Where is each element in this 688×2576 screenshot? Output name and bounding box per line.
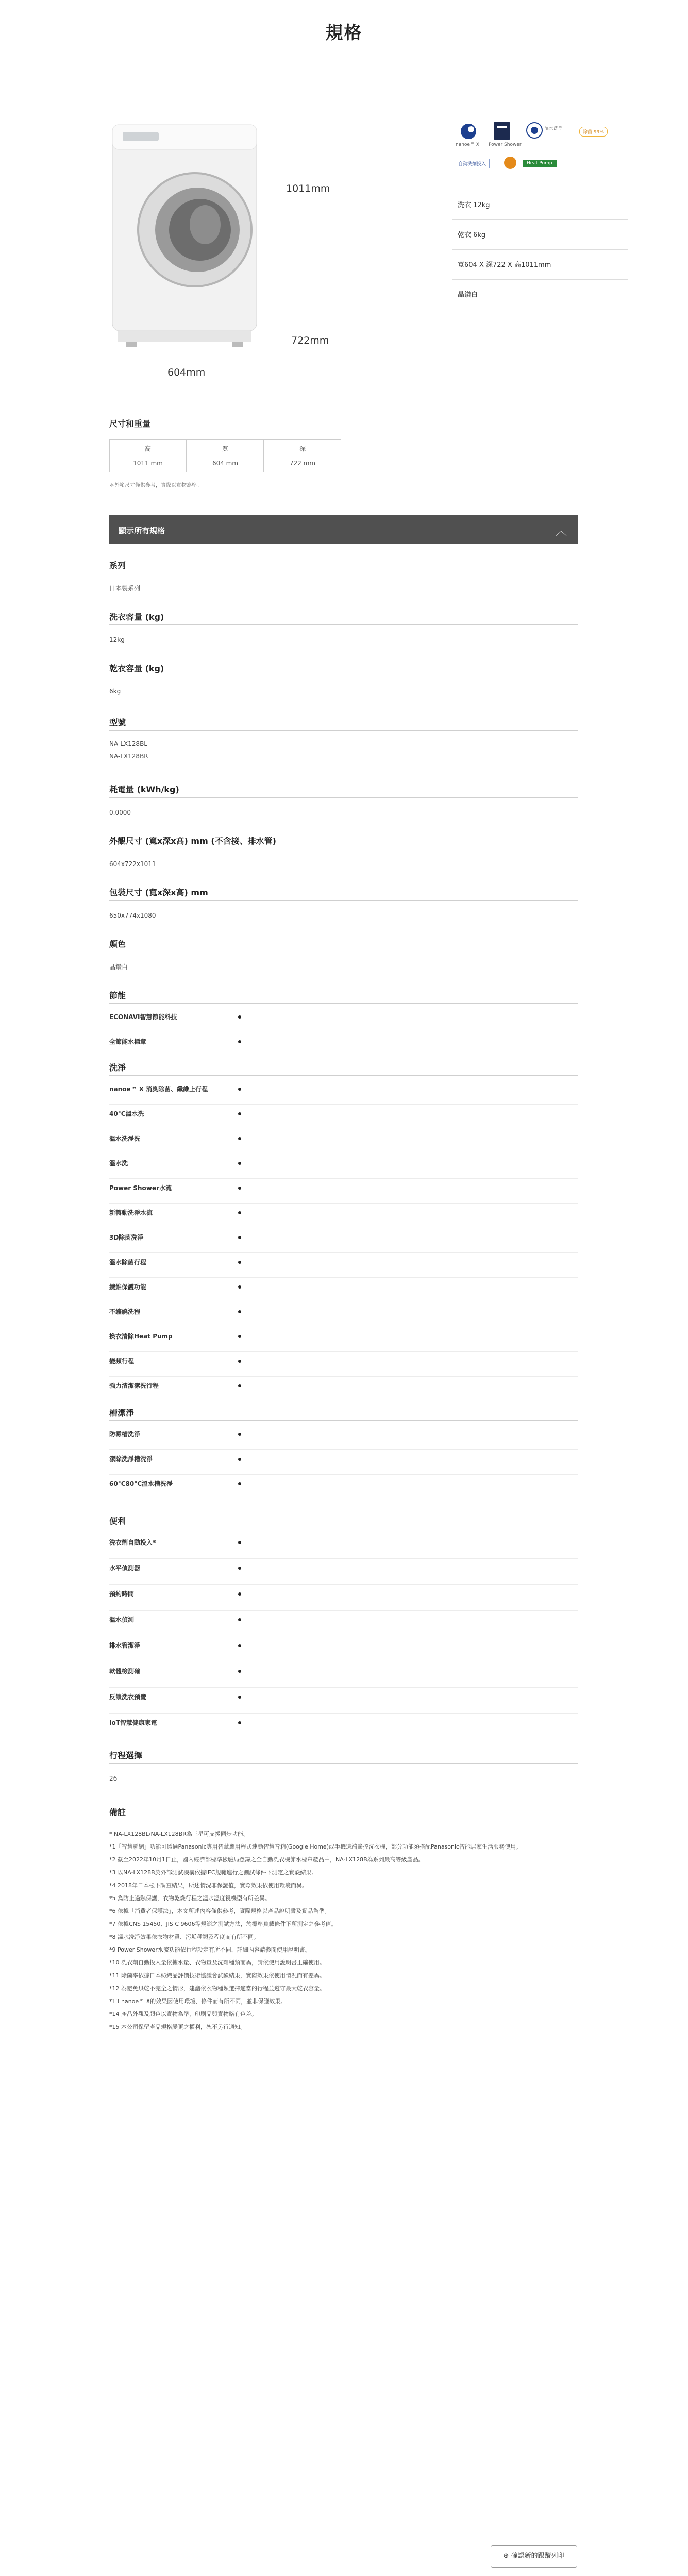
divider <box>109 1075 578 1076</box>
feature-available-dot <box>238 1670 241 1673</box>
feature-available-dot <box>238 1285 241 1289</box>
program-heading: 行程選擇 <box>109 1751 143 1760</box>
note-line: *9 Power Shower水流功能依行程設定有所不同，詳細內容請參閱使用說明書。 <box>109 1946 311 1953</box>
series-heading: 系列 <box>109 561 126 570</box>
note-line: *10 洗衣劑自動投入量依據水量、衣物量及洗劑種類而異，請依使用說明書正確使用。 <box>109 1959 325 1966</box>
row-divider <box>109 1558 578 1559</box>
feature-label: 洗衣劑自動投入* <box>109 1539 156 1546</box>
size-depth-value: 722 mm <box>264 456 341 472</box>
feature-available-dot <box>238 1592 241 1596</box>
note-line: *1「智慧聯網」功能可透過Panasonic專用智慧應用程式連動智慧音箱(Google Home)或手機遠端遙控洗衣機，部分功能須搭配Panasonic智能居家生活服務使用。 <box>109 1843 522 1850</box>
size-height-cell <box>109 439 187 472</box>
pack-size-value: 650x774x1080 <box>109 912 156 919</box>
spec-dimensions: 寬604 X 深722 X 高1011mm <box>452 249 628 279</box>
badge-1-label: nanoe™ X <box>456 142 479 147</box>
model-value-1: NA-LX128BL <box>109 740 147 748</box>
feature-label: 新轉動洗淨水流 <box>109 1209 153 1216</box>
pack-size-heading: 包裝尺寸 (寬x深x高) mm <box>109 888 208 897</box>
row-divider <box>109 1474 578 1475</box>
feature-label: 反饋洗衣預覽 <box>109 1693 147 1701</box>
row-divider <box>109 1277 578 1278</box>
notes-text <box>109 1829 568 2035</box>
feature-available-dot <box>238 1310 241 1313</box>
feature-available-dot <box>238 1696 241 1699</box>
washer-image <box>107 122 262 348</box>
feature-available-dot <box>238 1567 241 1570</box>
feature-label: 3D除菌洗淨 <box>109 1234 144 1241</box>
feature-available-dot <box>238 1541 241 1544</box>
powershower-icon <box>493 121 511 141</box>
chevron-up-icon: ︿ <box>555 525 567 538</box>
feature-label: 換衣清除Heat Pump <box>109 1333 173 1340</box>
color-heading: 顏色 <box>109 939 126 949</box>
note-line: *7 依據CNS 15450、JIS C 9606等規範之測試方法，於標準負載條件下所測定之參考值。 <box>109 1921 337 1927</box>
feature-label: 溫水洗 <box>109 1160 128 1167</box>
outer-size-heading: 外觀尺寸 (寬x深x高) mm (不含接、排水管) <box>109 836 276 846</box>
feature-label: 變頻行程 <box>109 1358 135 1365</box>
row-divider <box>109 1610 578 1611</box>
feature-available-dot <box>238 1040 241 1043</box>
feature-badges <box>452 117 628 190</box>
eco-heading: 節能 <box>109 991 126 1001</box>
row-divider <box>109 1104 578 1105</box>
note-line: *3 以NA-LX128B於外部測試機構依據IEC規範進行之測試條件下測定之實驗結果。 <box>109 1869 317 1876</box>
series-value: 日本製系列 <box>109 585 141 592</box>
program-value: 26 <box>109 1775 118 1782</box>
feature-available-dot <box>238 1482 241 1485</box>
hero-spec-panel <box>452 117 628 309</box>
wash-features-heading: 洗淨 <box>109 1063 126 1073</box>
spec-wash-capacity: 洗衣 12kg <box>452 190 628 219</box>
row-divider <box>109 1376 578 1377</box>
feature-available-dot <box>238 1721 241 1724</box>
feature-label: 不纏繞洗程 <box>109 1308 141 1315</box>
row-divider <box>109 1687 578 1688</box>
feature-available-dot <box>238 1211 241 1214</box>
feature-available-dot <box>238 1261 241 1264</box>
spec-dry-capacity: 乾衣 6kg <box>452 219 628 249</box>
feature-label: 60°C80°C溫水槽洗淨 <box>109 1480 173 1487</box>
feature-label: 溫水洗淨洗 <box>109 1135 141 1142</box>
outer-size-value: 604x722x1011 <box>109 860 156 868</box>
note-line: *4 2018年日本松下調查結果，所述情況非保證值，實際效果依使用環境而異。 <box>109 1882 308 1889</box>
size-weight-section <box>109 417 573 488</box>
divider <box>109 1003 578 1004</box>
feature-available-dot <box>238 1088 241 1091</box>
divider <box>109 797 578 798</box>
row-divider <box>109 1713 578 1714</box>
size-table <box>109 439 573 472</box>
feature-label: IoT智慧健康家電 <box>109 1719 157 1726</box>
size-height-value: 1011 mm <box>110 456 186 472</box>
feature-label: 軟體檢測確 <box>109 1668 141 1675</box>
power-heading: 耗電量 (kWh/kg) <box>109 785 179 794</box>
wash-capacity-value: 12kg <box>109 636 125 643</box>
page-title: 規格 <box>325 23 363 43</box>
feature-available-dot <box>238 1112 241 1115</box>
product-hero <box>103 113 371 402</box>
feature-available-dot <box>238 1015 241 1019</box>
note-line: *13 nanoe™ X的效果因使用環境、條件而有所不同，並非保證效果。 <box>109 1998 287 2005</box>
feature-label: 潔除洗淨槽洗淨 <box>109 1455 153 1463</box>
size-height-header: 高 <box>144 445 151 452</box>
feature-label: ECONAVI智慧節能科技 <box>109 1013 177 1021</box>
heatpump-icon <box>503 156 517 170</box>
divider <box>109 900 578 901</box>
feature-label: 溫水偵測 <box>109 1616 135 1623</box>
size-width-header: 寬 <box>222 445 228 452</box>
tub-clean-heading: 槽潔淨 <box>109 1408 135 1418</box>
size-width-cell <box>187 439 264 472</box>
feature-available-dot <box>238 1458 241 1461</box>
row-divider <box>109 1203 578 1204</box>
badge-5-label: Heat Pump <box>523 160 557 167</box>
warmwater-icon <box>526 122 543 139</box>
feature-available-dot <box>238 1187 241 1190</box>
divider <box>109 1763 578 1764</box>
model-value-2: NA-LX128BR <box>109 753 148 760</box>
all-specs-toggle[interactable] <box>109 515 578 544</box>
feature-available-dot <box>238 1162 241 1165</box>
note-line: *6 依據「消費者保護法」，本文所述內容僅供參考，實際規格以產品說明書及實品為準。 <box>109 1908 330 1914</box>
note-line: *2 截至2022年10月1日止，國內經濟部標準檢驗局登錄之全自動洗衣機節水標章產品中，NA-LX128B為系列最高等級產品。 <box>109 1856 424 1863</box>
row-divider <box>109 1584 578 1585</box>
power-value: 0.0000 <box>109 809 131 816</box>
divider <box>109 730 578 731</box>
dry-capacity-value: 6kg <box>109 688 121 695</box>
badge-4-label: 自動洗劑投入 <box>455 159 490 168</box>
size-note: ＊外箱尺寸僅供參考，實際以實物為準。 <box>109 483 202 488</box>
feature-label: 水平偵測器 <box>109 1565 141 1572</box>
size-depth-header: 深 <box>299 445 306 452</box>
feature-label: 溫水除菌行程 <box>109 1259 147 1266</box>
feature-label: 防霉槽洗淨 <box>109 1431 141 1438</box>
feature-available-dot <box>238 1433 241 1436</box>
more-info-button[interactable]: ⊕ 確認新的跟蹤列印 <box>491 2545 577 2568</box>
height-dim: 1011mm <box>286 183 330 194</box>
note-line: *5 為防止過熱保護，衣物乾燥行程之溫水溫度視機型有所差異。 <box>109 1895 271 1902</box>
feature-label: nanoe™ X 消臭除菌、纖維上行程 <box>109 1086 208 1093</box>
size-depth-cell <box>264 439 341 472</box>
feature-label: Power Shower水流 <box>109 1184 172 1192</box>
feature-available-dot <box>238 1618 241 1621</box>
note-line: *15 本公司保留產品規格變更之權利，恕不另行通知。 <box>109 2024 246 2030</box>
note-line: *12 為避免烘乾不完全之情形，建議依衣物種類選擇適當的行程並遵守最大乾衣容量。 <box>109 1985 325 1992</box>
note-line: * NA-LX128BL/NA-LX128BR為三星可支援同步功能。 <box>109 1831 249 1837</box>
dry-capacity-heading: 乾衣容量 (kg) <box>109 664 164 673</box>
badge-2-label: Power Shower <box>489 142 522 147</box>
feature-available-dot <box>238 1335 241 1338</box>
note-line: *14 產品外觀及顏色以實物為準，印刷品與實物略有色差。 <box>109 2011 257 2018</box>
badge-6-label: 除菌 99% <box>579 127 608 137</box>
note-line: *11 除菌率依據日本紡織品評價技術協議會試驗結果，實際效果依使用情況而有差異。 <box>109 1972 325 1979</box>
feature-available-dot <box>238 1644 241 1647</box>
convenience-heading: 便利 <box>109 1516 126 1526</box>
divider <box>109 1420 578 1421</box>
wash-capacity-heading: 洗衣容量 (kg) <box>109 612 164 622</box>
feature-label: 排水管潔淨 <box>109 1642 141 1649</box>
size-weight-title: 尺寸和重量 <box>109 419 151 429</box>
feature-available-dot <box>238 1236 241 1239</box>
nanoe-icon <box>460 123 477 140</box>
depth-dim: 722mm <box>291 335 329 346</box>
color-value: 晶鑽白 <box>109 963 128 971</box>
feature-label: 全節能水標章 <box>109 1038 147 1045</box>
badge-3-label: 溫水洗淨 <box>544 126 563 131</box>
row-divider <box>109 1351 578 1352</box>
feature-available-dot <box>238 1137 241 1140</box>
spec-color: 晶鑽白 <box>452 279 628 309</box>
row-divider <box>109 1449 578 1450</box>
feature-label: 40°C溫水洗 <box>109 1110 144 1117</box>
size-width-value: 604 mm <box>187 456 263 472</box>
row-divider <box>109 1178 578 1179</box>
row-divider <box>109 1252 578 1253</box>
note-line: *8 溫水洗淨效果依衣物材質、污垢種類及程度而有所不同。 <box>109 1934 259 1940</box>
feature-available-dot <box>238 1360 241 1363</box>
model-heading: 型號 <box>109 718 126 727</box>
feature-label: 強力清潔潔洗行程 <box>109 1382 159 1389</box>
feature-label: 纖維保護功能 <box>109 1283 147 1291</box>
all-specs-title: 顯示所有規格 <box>119 526 165 535</box>
notes-heading: 備註 <box>109 1807 126 1817</box>
feature-available-dot <box>238 1384 241 1387</box>
width-dim: 604mm <box>167 367 206 378</box>
feature-label: 預約時間 <box>109 1590 135 1598</box>
divider <box>109 624 578 625</box>
